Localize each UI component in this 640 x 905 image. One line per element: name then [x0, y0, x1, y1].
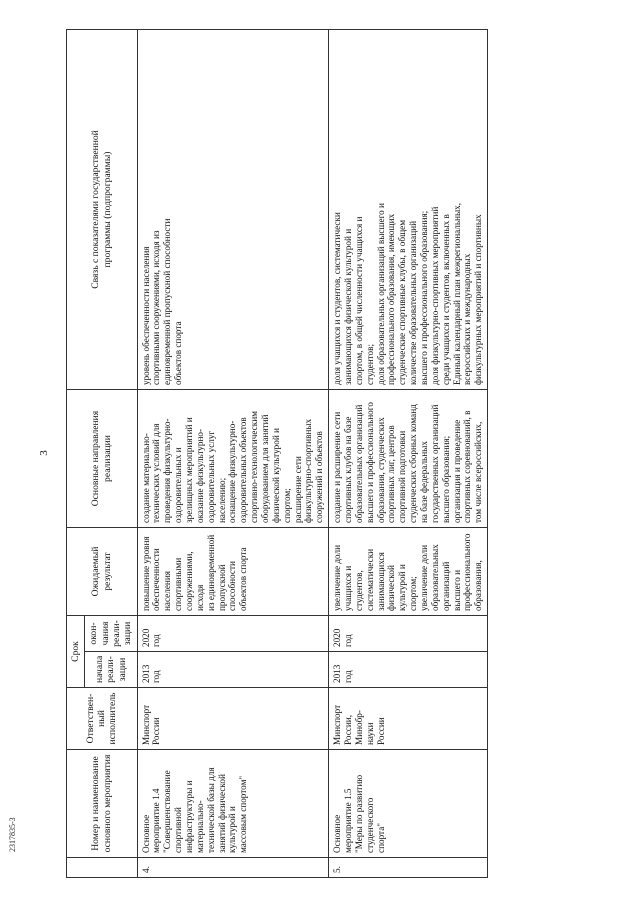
row-result: повышение уровня обеспеченности населения спортивными сооружениями, исходя из единовременной пропускной способности объектов спорта — [137, 528, 329, 616]
header-num — [67, 858, 138, 878]
row-directions: создание материально- технических условий для проведения физкультурно- оздоровительных и зрелищных мероприятий и оказание физкультурно- оздоровительных услуг населению; оснащение физкультурно- оздоровительных объектов спортивно-технологическим оборудованием для занятий физической культурой и спортом; расширение сети физкультурно-спортивных сооружений и объектов — [137, 390, 329, 528]
table-row — [329, 30, 488, 878]
header-start: начала реали- зации — [85, 652, 137, 688]
row-result: увеличение доли учащихся и студентов, систематически занимающихся физической культурой и спортом; увеличение доли образовательных организаций высшего и профессионального образования, — [329, 528, 488, 616]
row-start: 2013 год — [329, 652, 488, 688]
row-name: Основное мероприятие 1.5 "Меры по развитию студенческого спорта" — [329, 750, 488, 858]
header-link: Связь с показателями государственной программы (подпрограммы) — [67, 30, 138, 390]
header-directions: Основные направления реализации — [67, 390, 138, 528]
row-link: доля учащихся и студентов, систематически занимающихся физической культурой и спортом, в общей численности учащихся и студентов; доля образовательных организаций высшего и профессионального образования, имеющих студенческие спортивные клубы, в общем количестве образовательных организаций высшего и профессионального образования; доля физкультурно-спортивных мероприятий среди учащихся и студентов, включенных в Единый календарный план межрегиональных, всероссийских и международных физкультурных мероприятий и спортивных — [329, 30, 488, 390]
row-number: 4. — [137, 858, 329, 878]
row-start: 2013 год — [137, 652, 329, 688]
row-name: Основное мероприятие 1.4 "Совершенствование спортивной инфраструктуры и материально- технической базы для занятий физической культурой и массовым спортом" — [137, 750, 329, 858]
document-code: 2317835-3 — [8, 817, 17, 852]
header-term: Срок — [67, 616, 85, 688]
header-row-1 — [67, 30, 85, 878]
page-number: 3 — [38, 450, 50, 456]
table-row — [137, 30, 329, 878]
row-executor: Минспорт России — [137, 688, 329, 750]
row-end: 2020 год — [329, 616, 488, 652]
header-name: Номер и наименование основного мероприятия — [67, 750, 138, 858]
header-executor: Ответствен- ный исполнитель — [67, 688, 138, 750]
row-end: 2020 год — [137, 616, 329, 652]
row-directions: создание и расширение сети спортивных клубов на базе образовательных организаций высшего и профессионального образования, студенческих спортивных лиг, центров спортивной подготовки студенческих сборных команд на базе федеральных государственных организаций высшего образования; организация и проведение спортивных соревнований, в том числе всероссийских, — [329, 390, 488, 528]
rotated-table-page — [38, 18, 542, 878]
row-executor: Минспорт России, Минобр- науки России — [329, 688, 488, 750]
header-result: Ожидаемый результат — [67, 528, 138, 616]
header-end: окон- чания реали- зации — [85, 616, 137, 652]
row-number: 5. — [329, 858, 488, 878]
row-link: уровень обеспеченности населения спортивными сооружениями, исходя из единовременной пропускной способности объектов спорта — [137, 30, 329, 390]
activities-table — [66, 29, 488, 878]
